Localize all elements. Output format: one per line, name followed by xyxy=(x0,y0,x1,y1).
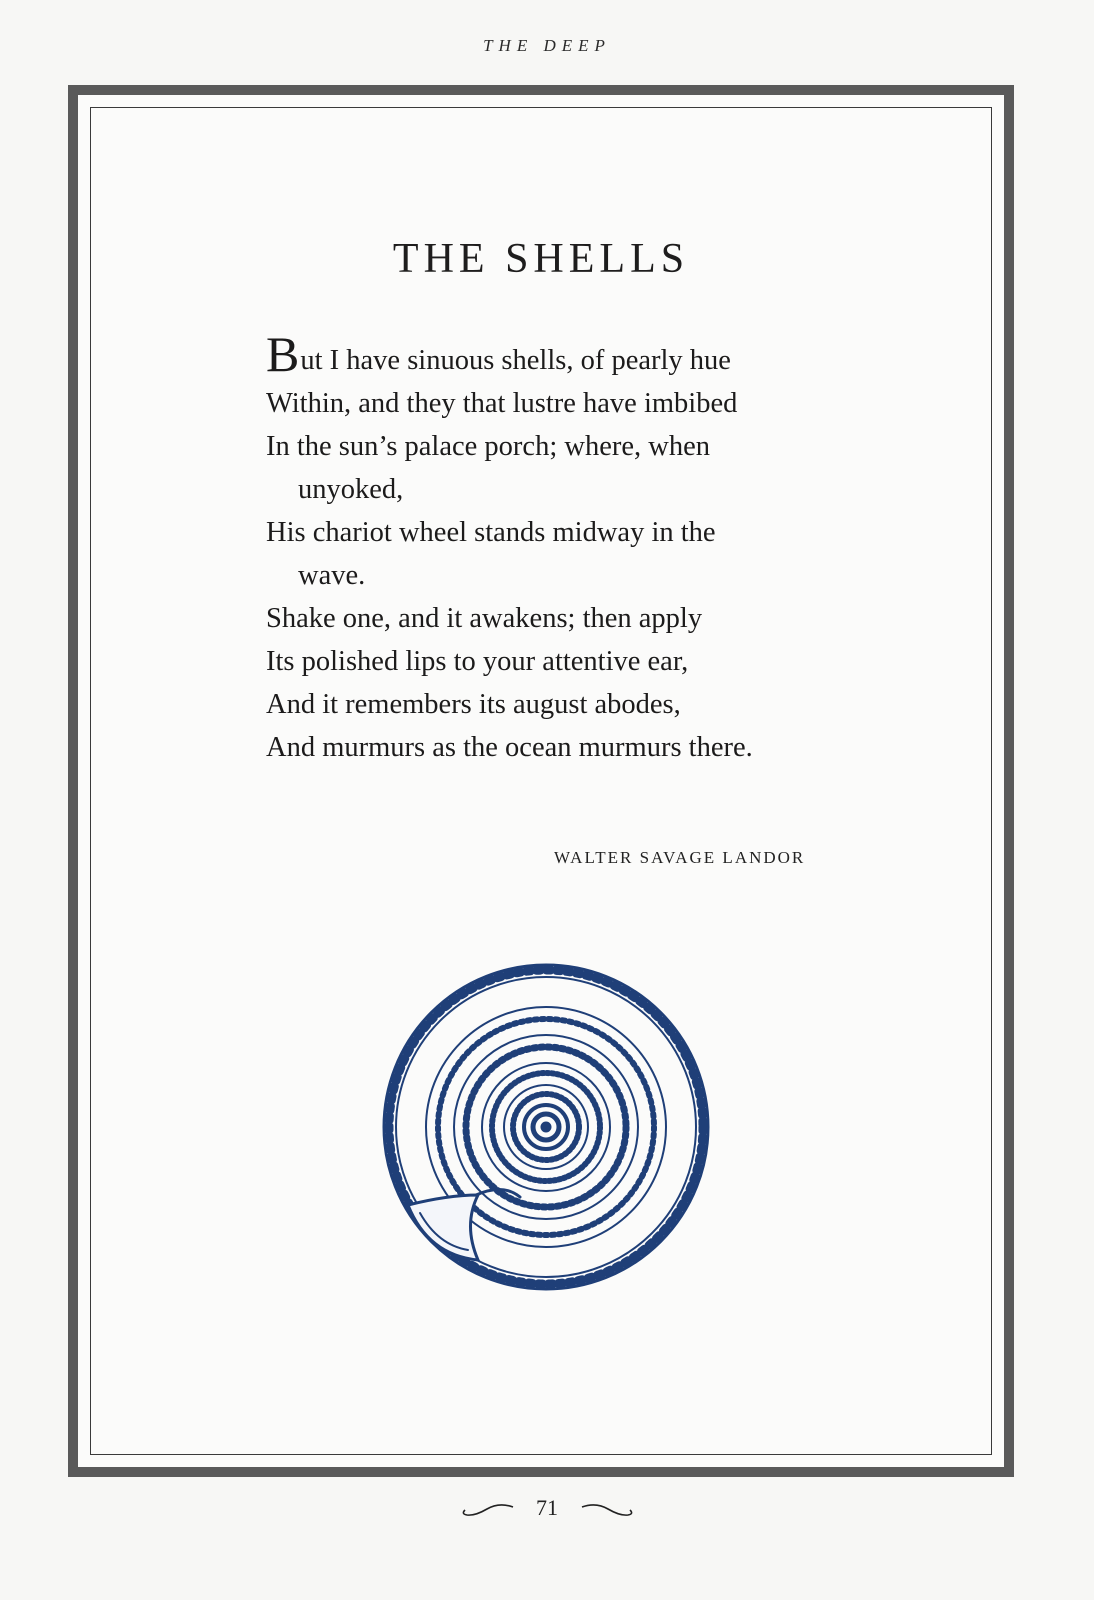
poem-line: But I have sinuous shells, of pearly hue xyxy=(266,326,731,382)
poem-body xyxy=(266,326,886,769)
poem-line: And it remembers its august abodes, xyxy=(266,689,681,720)
poem-line-continuation: wave. xyxy=(298,560,366,591)
left-flourish-icon xyxy=(459,1499,517,1517)
poem-line: Shake one, and it awakens; then apply xyxy=(266,603,703,634)
poem-line: In the sun’s palace porch; where, when xyxy=(266,431,710,462)
page-footer xyxy=(0,1493,1094,1521)
spiral-shell-icon xyxy=(368,955,718,1305)
right-flourish-icon xyxy=(578,1499,636,1517)
page-number: 71 xyxy=(536,1494,558,1520)
poem-line: His chariot wheel stands midway in the xyxy=(266,517,716,548)
page-frame xyxy=(68,85,1014,1477)
poem-line: And murmurs as the ocean murmurs there. xyxy=(266,732,753,763)
drop-cap: B xyxy=(266,326,300,382)
running-head: THE DEEP xyxy=(483,36,611,55)
poem-line-continuation: unyoked, xyxy=(298,474,404,505)
poem-author: WALTER SAVAGE LANDOR xyxy=(554,848,806,867)
poem-line: Its polished lips to your attentive ear, xyxy=(266,646,689,677)
poem-line: Within, and they that lustre have imbibed xyxy=(266,388,738,419)
poem-title: THE SHELLS xyxy=(392,236,690,282)
